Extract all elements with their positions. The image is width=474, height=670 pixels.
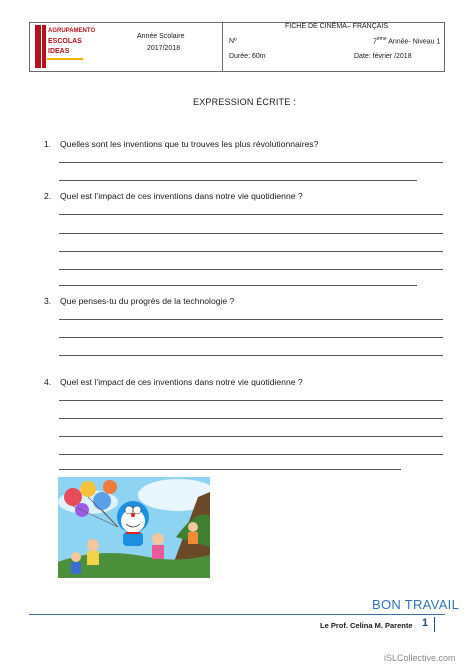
date: Date: février /2018	[354, 53, 412, 60]
question-text: Quel est l’impact de ces inventions dans notre vie quotidienne ?	[60, 191, 303, 201]
question-text: Quelles sont les inventions que tu trouves les plus révolutionnaires?	[60, 139, 319, 149]
logo-line-1: AGRUPAMENTO	[48, 28, 96, 34]
answer-line[interactable]	[59, 233, 443, 234]
answer-line[interactable]	[59, 251, 443, 252]
footer-divider	[29, 614, 445, 615]
question-number: 1.	[44, 139, 52, 149]
logo-line-2: ESCOLAS	[48, 38, 82, 45]
answer-line[interactable]	[59, 214, 443, 215]
question-text: Quel est l’impact de ces inventions dans notre vie quotidienne ?	[60, 377, 303, 387]
page-number-divider	[434, 617, 435, 632]
answer-line[interactable]	[59, 400, 443, 401]
answer-line[interactable]	[59, 319, 443, 320]
logo-line-3: IDEAS	[48, 48, 70, 55]
school-year: 2017/2018	[147, 45, 181, 52]
answer-line[interactable]	[59, 436, 443, 437]
answer-line[interactable]	[59, 162, 443, 163]
cartoon-illustration	[58, 477, 210, 578]
signature: Le Prof. Celina M. Parente	[320, 621, 413, 630]
answer-line[interactable]	[59, 269, 443, 270]
sheet-title: FICHE DE CINÉMA– FRANÇAIS	[285, 23, 389, 30]
answer-line[interactable]	[59, 285, 417, 286]
watermark: iSLCollective.com	[384, 653, 456, 663]
question-number: 2.	[44, 191, 52, 201]
duration: Durée: 60m	[229, 53, 266, 60]
answer-line[interactable]	[59, 469, 401, 470]
answer-line[interactable]	[59, 180, 417, 181]
doraemon-illustration-icon	[58, 477, 210, 578]
question-number: 3.	[44, 296, 52, 306]
level-label: 7ème Année- Niveau 1	[373, 36, 441, 46]
school-year-label: Année Scolaire	[137, 33, 185, 40]
school-logo	[35, 25, 96, 68]
closing-text: BON TRAVAIL	[372, 597, 460, 612]
number-label: Nº	[229, 38, 237, 45]
question-number: 4.	[44, 377, 52, 387]
answer-line[interactable]	[59, 418, 443, 419]
question-text: Que penses-tu du progrès de la technologie ?	[60, 296, 235, 306]
answer-line[interactable]	[59, 337, 443, 338]
answer-line[interactable]	[59, 454, 443, 455]
answer-line[interactable]	[59, 355, 443, 356]
section-title: EXPRESSION ÉCRITE :	[193, 97, 296, 107]
page-number: 1	[422, 617, 429, 629]
